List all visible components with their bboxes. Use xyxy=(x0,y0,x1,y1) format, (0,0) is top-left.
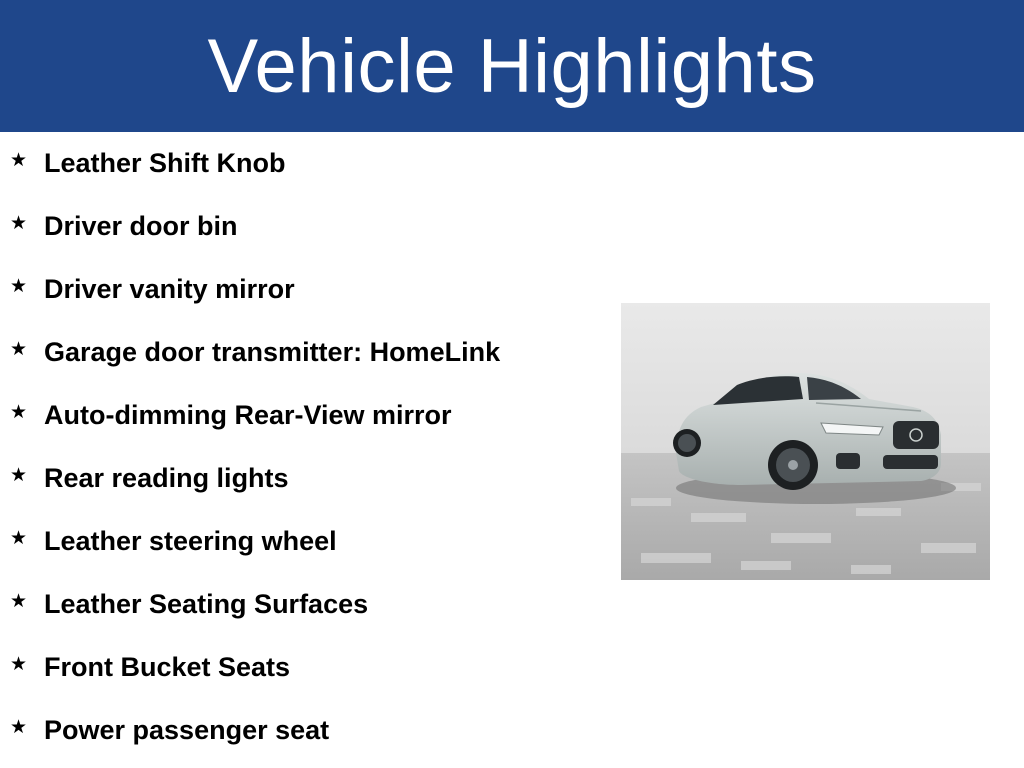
star-icon: ★ xyxy=(10,653,28,675)
feature-label: Driver vanity mirror xyxy=(44,274,295,304)
header-banner xyxy=(0,0,1024,132)
feature-item xyxy=(10,587,610,650)
page-title: Vehicle Highlights xyxy=(207,24,817,109)
feature-item xyxy=(10,713,610,768)
star-icon: ★ xyxy=(10,338,28,360)
star-icon: ★ xyxy=(10,716,28,738)
star-icon: ★ xyxy=(10,275,28,297)
feature-item xyxy=(10,209,610,272)
vehicle-photo xyxy=(621,303,990,580)
feature-item xyxy=(10,272,610,335)
feature-label: Leather Seating Surfaces xyxy=(44,589,369,619)
star-icon: ★ xyxy=(10,464,28,486)
feature-item xyxy=(10,146,610,209)
feature-label: Power passenger seat xyxy=(44,715,330,745)
feature-item xyxy=(10,461,610,524)
star-icon: ★ xyxy=(10,401,28,423)
star-icon: ★ xyxy=(10,149,28,171)
feature-label: Front Bucket Seats xyxy=(44,652,291,682)
star-icon: ★ xyxy=(10,527,28,549)
star-icon: ★ xyxy=(10,590,28,612)
feature-label: Rear reading lights xyxy=(44,463,289,493)
feature-label: Auto-dimming Rear-View mirror xyxy=(44,400,452,430)
feature-item xyxy=(10,650,610,713)
feature-list xyxy=(10,146,610,768)
feature-label: Garage door transmitter: HomeLink xyxy=(44,337,501,367)
feature-label: Driver door bin xyxy=(44,211,238,241)
star-icon: ★ xyxy=(10,212,28,234)
feature-item xyxy=(10,335,610,398)
feature-item xyxy=(10,524,610,587)
feature-item xyxy=(10,398,610,461)
feature-label: Leather Shift Knob xyxy=(44,148,286,178)
feature-label: Leather steering wheel xyxy=(44,526,337,556)
